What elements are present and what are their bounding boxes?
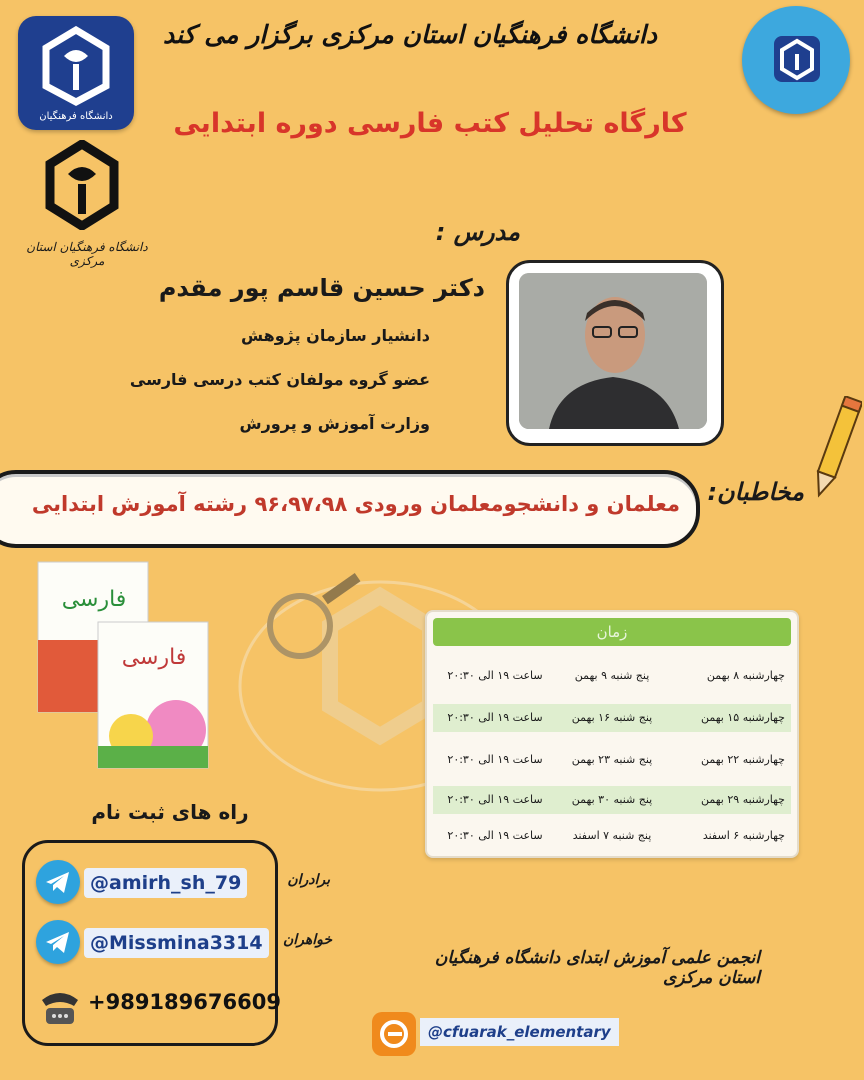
- brothers-label: برادران: [287, 872, 330, 888]
- table-row: [433, 704, 791, 732]
- schedule-header: زمان: [433, 618, 791, 646]
- magnifier-icon: [270, 596, 330, 656]
- pencil-icon: [808, 396, 862, 506]
- table-row: [433, 786, 791, 814]
- textbook-covers: [36, 560, 216, 770]
- teacher-role: عضو گروه مولفان کتب درسی فارسی: [129, 370, 430, 389]
- university-emblem-icon: [36, 26, 116, 106]
- organizer-footer: انجمن علمی آموزش ابتدای دانشگاه فرهنگیان استان مرکزی: [434, 948, 760, 988]
- university-emblem-icon: [42, 140, 122, 230]
- audience-text: معلمان و دانشجومعلمان ورودی ۹۶،۹۷،۹۸ رشته آموزش ابتدایی: [31, 492, 680, 516]
- teacher-photo: [519, 273, 707, 429]
- teacher-role: وزارت آموزش و پرورش: [239, 414, 430, 433]
- round-logo: [742, 6, 850, 114]
- brothers-telegram-link[interactable]: @amirh_sh_79: [84, 868, 247, 898]
- phone-icon: [36, 986, 84, 1026]
- table-cell: چهارشنبه ۱۵ بهمن: [701, 711, 785, 724]
- phone-number[interactable]: +989189676609: [88, 990, 281, 1014]
- logo-caption: دانشگاه فرهنگیان: [39, 111, 113, 122]
- sisters-label: خواهران: [282, 932, 332, 948]
- table-cell: ساعت ۱۹ الی ۲۰:۳۰: [447, 793, 543, 806]
- university-logo-plain: [12, 140, 162, 270]
- telegram-icon[interactable]: [36, 860, 80, 904]
- table-cell: پنج شنبه ۳۰ بهمن: [571, 793, 653, 806]
- workshop-title: کارگاه تحلیل کتب فارسی دوره ابتدایی: [173, 108, 687, 139]
- table-cell: ساعت ۱۹ الی ۲۰:۳۰: [447, 753, 543, 766]
- instagram-handle[interactable]: @cfuarak_elementary: [420, 1018, 619, 1046]
- university-emblem-icon: [774, 36, 820, 82]
- table-cell: ساعت ۱۹ الی ۲۰:۳۰: [447, 829, 543, 842]
- svg-text:فارسی: فارسی: [121, 645, 187, 670]
- svg-text:فارسی: فارسی: [61, 587, 127, 612]
- teacher-photo-frame: [506, 260, 724, 446]
- table-row: [433, 822, 791, 850]
- table-cell: پنج شنبه ۹ بهمن: [574, 669, 650, 682]
- table-cell: پنج شنبه ۱۶ بهمن: [571, 711, 653, 724]
- logo-caption: دانشگاه فرهنگیان استان مرکزی: [26, 240, 148, 268]
- teacher-name: دکتر حسین قاسم پور مقدم: [158, 274, 485, 302]
- table-cell: پنج شنبه ۲۳ بهمن: [571, 753, 653, 766]
- sisters-telegram-link[interactable]: @Missmina3314: [84, 928, 269, 958]
- table-row: [433, 662, 791, 690]
- table-cell: چهارشنبه ۸ بهمن: [706, 669, 785, 682]
- telegram-icon[interactable]: [36, 920, 80, 964]
- organizer-heading: دانشگاه فرهنگیان استان مرکزی برگزار می کند: [162, 20, 657, 49]
- table-cell: چهارشنبه ۲۹ بهمن: [701, 793, 785, 806]
- instagram-icon[interactable]: [372, 1012, 416, 1056]
- table-cell: ساعت ۱۹ الی ۲۰:۳۰: [447, 711, 543, 724]
- table-cell: چهارشنبه ۶ اسفند: [702, 829, 785, 842]
- table-row: [433, 746, 791, 774]
- university-logo-tile: [18, 16, 134, 130]
- registration-title: راه های ثبت نام: [91, 800, 249, 824]
- table-cell: ساعت ۱۹ الی ۲۰:۳۰: [447, 669, 543, 682]
- table-cell: پنج شنبه ۷ اسفند: [572, 829, 652, 842]
- teacher-role: دانشیار سازمان پژوهش: [240, 326, 430, 345]
- audience-label: مخاطبان:: [707, 478, 804, 506]
- teacher-label: مدرس :: [435, 218, 520, 246]
- schedule-table: [425, 610, 799, 858]
- table-cell: چهارشنبه ۲۲ بهمن: [701, 753, 785, 766]
